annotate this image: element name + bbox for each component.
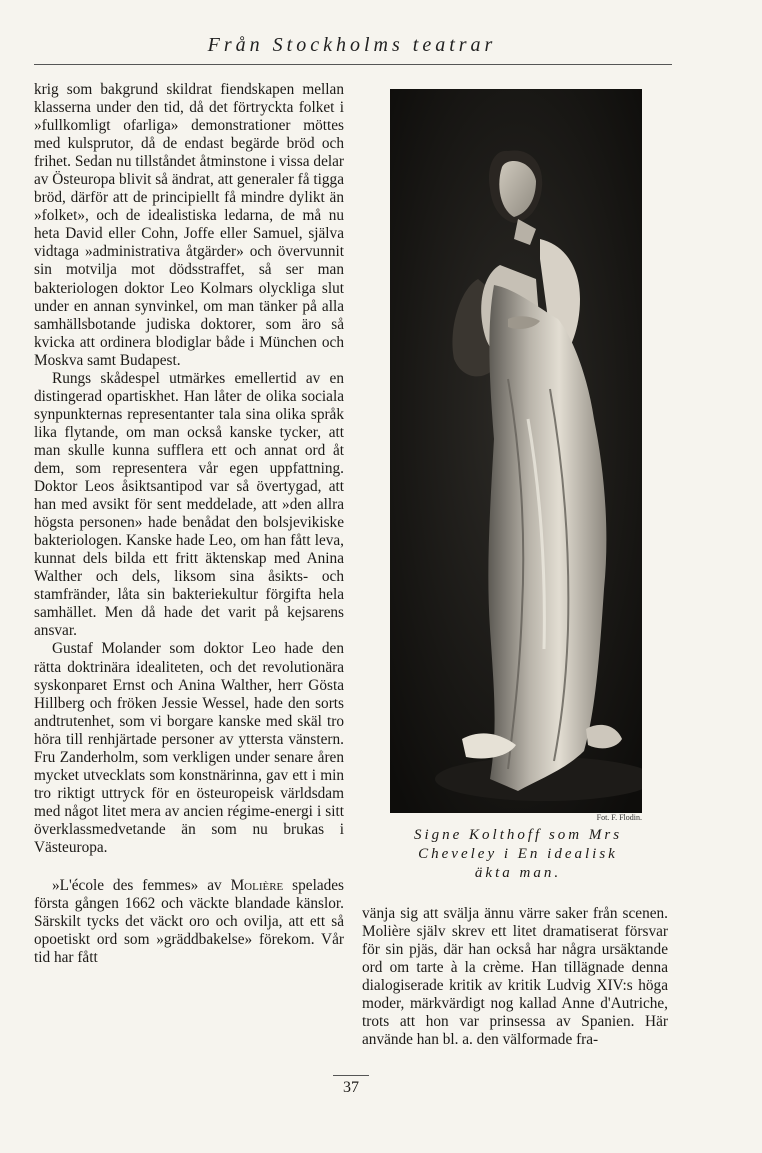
left-column	[34, 81, 344, 967]
caption-line: Signe Kolthoff som Mrs	[413, 827, 623, 843]
caption-line: Cheveley i En idealisk	[418, 846, 618, 862]
section-gap	[34, 857, 344, 877]
actress-photo-illustration	[390, 89, 642, 813]
running-head: Från Stockholms teatrar	[207, 34, 497, 56]
photo-caption	[384, 826, 652, 883]
paragraph-3: Gustaf Molander som doktor Leo hade den rätta doktrinära idealiteten, och det revolutionära syskonparet Ernst och Anina Walther, herr Gösta Hillberg och fröken Jessie Wessel, hade den sorts andtrutenhet, som vi borgare kanske med skäl tro höra till renhjärtade personer av yttersta vänstern. Fru Zanderholm, som verkligen under senare åren mycket utvecklats som konstnärinna, gav ett i min tro riktigt uttryck för en östeuropeisk världsdam med något litet mera av ancien régime-energi i sitt överklassmedvetande än som nu brukas i Västeuropa.	[34, 640, 344, 856]
right-column	[362, 905, 668, 1049]
page-number: 37	[343, 1079, 359, 1096]
moliere-text-before: »L'école des femmes» av	[52, 877, 231, 895]
caption-line: äkta man.	[474, 865, 562, 881]
header-rule	[34, 64, 672, 65]
moliere-text-after: spelades första gången 1662 och väckte blandade känslor. Särskilt tycks det väckt oro och ovilja, att ett så opoetiskt ord som »gräddbakelse» förekom. Vår tid har fått	[34, 877, 344, 967]
paragraph-moliere	[34, 877, 344, 967]
actress-photograph	[390, 89, 642, 813]
paragraph-continued: vänja sig att svälja ännu värre saker från scenen. Molière själv skrev ett litet dramatiserat försvar för sin pjäs, där han också har några ursäktande ord om tarte à la crème. Han tillägnade denna dialogiserade kritik av kritik Ludvig XIV:s höga moder, märkvärdigt nog kallad Anne d'Autriche, trots att hon var prinsessa av Spanien. Här använde han bl. a. den välformade fra-	[362, 905, 668, 1049]
author-name: Molière	[230, 877, 284, 895]
paragraph-1: krig som bakgrund skildrat fiendskapen mellan klasserna under den tid, då det förtryckta folket i »fullkomligt ofarliga» demonstrationer möttes med kulsprutor, då de endast begärde bröd och frihet. Sedan nu tillståndet åtminstone i vissa delar av Östeuropa blivit så ändrat, att generaler få tigga bröd, därför att de principiellt få mindre dylikt än »folket», och de idealistiska ledarna, de må nu heta David eller Cohn, Joffe eller Samuel, själva vidtaga »administrativa åtgärder» och övervunnit sin motvilja mot dödsstraffet, så ser man bakteriologen doktor Leo Kolmars olyckliga slut under en annan synvinkel, om man tänker på alla samhällsbotande judiska doktorer, som äro så kvicka att ordinera blodiglar både i München och Moskva samt Budapest.	[34, 81, 344, 369]
footer-rule	[333, 1075, 369, 1076]
paragraph-2: Rungs skådespel utmärkes emellertid av en distingerad opartiskhet. Han låter de olika sociala synpunkternas representanter tala sina olika språk lika flytande, om man också kanske tycker, att man skulle kunna sufflera ett och annat ord åt dem, som representera vår egen uppfattning. Doktor Leos åsiktsantipod var så övertygad, att han med avsikt för sent meddelade, att »den allra högsta personen» hade benådat den bolsjevikiske bakteriologen. Kanske hade Leo, om han fått leva, kunnat dels bilda ett fritt äktenskap med Anina Walther och dels, liksom sina åsikts- och stamfränder, låta sin bakteriekultur förgifta hela samhället. Men då hade det varit på kejsarens ansvar.	[34, 369, 344, 640]
photo-credit: Fot. F. Flodin.	[596, 813, 642, 822]
